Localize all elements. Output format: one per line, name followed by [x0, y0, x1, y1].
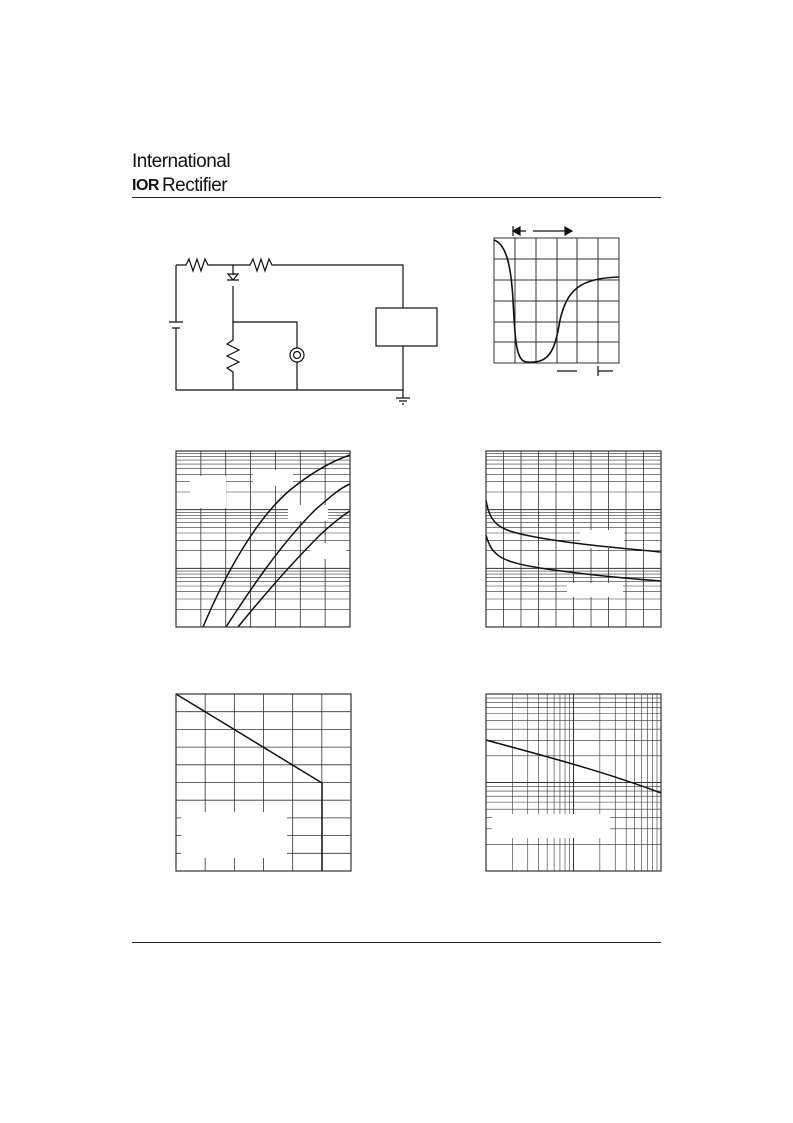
chart-fig-d: [486, 694, 661, 871]
label-area: [492, 814, 610, 838]
chart-fig-a: [176, 451, 350, 627]
label-area: [310, 543, 346, 559]
chart-fig-c: [176, 694, 351, 871]
label-area: [288, 505, 328, 521]
switching-test-circuit: [169, 259, 437, 404]
label-area: [580, 530, 624, 548]
label-area: [181, 812, 287, 858]
brand-name-rectifier: Rectifier: [161, 175, 228, 196]
label-area: [253, 470, 293, 486]
switching-waveform: [494, 226, 619, 376]
ior-logo: IOR: [132, 177, 159, 194]
brand-name-international: International: [132, 151, 231, 172]
label-area: [567, 583, 623, 597]
chart-fig-b: [486, 451, 661, 627]
label-area: [190, 476, 226, 508]
